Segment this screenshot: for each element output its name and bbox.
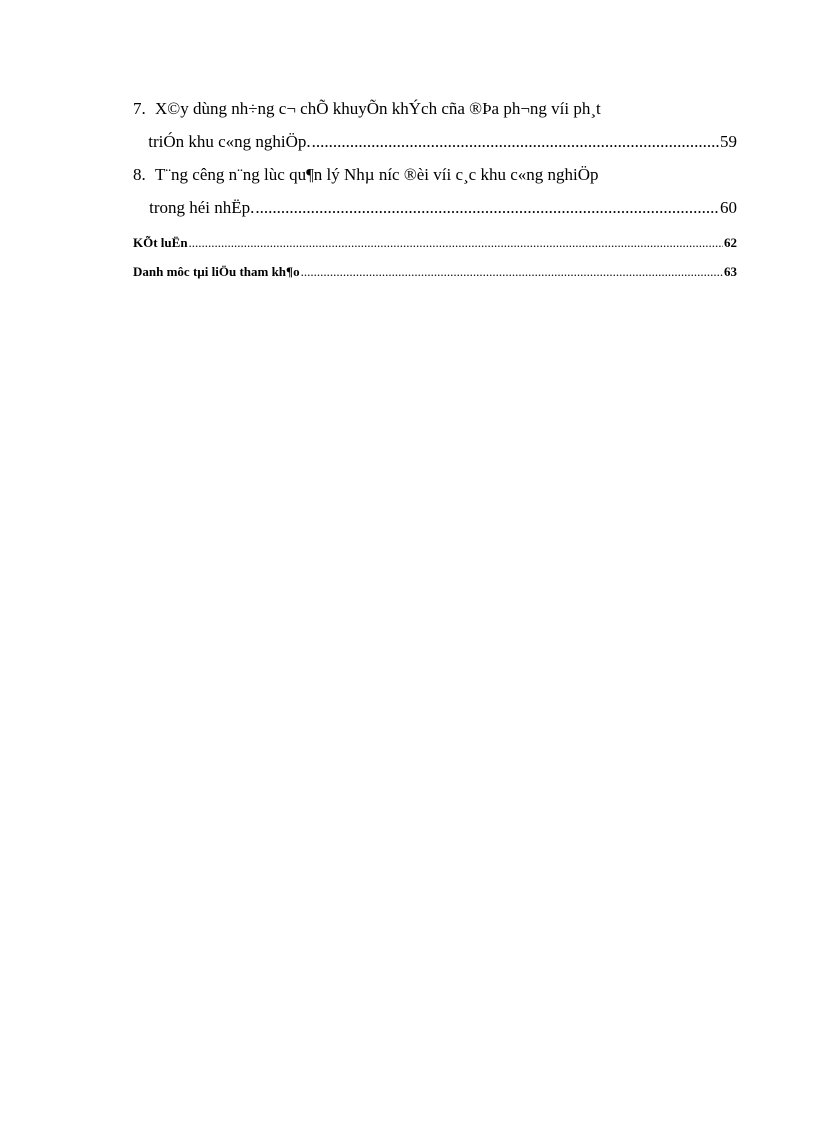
- toc-page-number: 62: [724, 235, 737, 250]
- toc-entry-line: [133, 125, 737, 158]
- toc-entry-title: KÕt luËn: [133, 235, 188, 250]
- toc-entry-7[interactable]: [133, 92, 737, 158]
- toc-entry-references[interactable]: [133, 257, 737, 286]
- toc-page-number: 63: [724, 264, 737, 279]
- toc-entry-conclusion[interactable]: [133, 228, 737, 257]
- dot-leader: [312, 125, 719, 158]
- toc-entry-title-continued: trong héi nhËp.: [149, 198, 255, 217]
- toc-entry-line: [133, 257, 737, 286]
- dot-leader: [255, 191, 719, 224]
- toc-entry-number: 8.: [133, 165, 146, 184]
- toc-entry-line: [133, 191, 737, 224]
- table-of-contents: [133, 92, 737, 286]
- toc-entry-line: [133, 92, 737, 125]
- dot-leader: [301, 257, 723, 286]
- toc-page-number: 59: [720, 132, 737, 151]
- toc-entry-number: 7.: [133, 99, 146, 118]
- dot-leader: [189, 228, 723, 257]
- toc-entry-title: Danh môc tµi liÖu tham kh¶o: [133, 264, 300, 279]
- toc-entry-title-continued: triÓn khu c«ng nghiÖp.: [148, 132, 311, 151]
- toc-entry-title: T¨ng cêng n¨ng lùc qu¶n lý Nhµ níc ®èi víi c¸c khu c«ng nghiÖp: [155, 165, 599, 184]
- toc-entry-8[interactable]: [133, 158, 737, 224]
- toc-page-number: 60: [720, 198, 737, 217]
- toc-entry-line: [133, 228, 737, 257]
- toc-entry-title: X©y dùng nh÷ng c¬ chÕ khuyÕn khÝch cña ®Þa ph¬ng víi ph¸t: [155, 99, 601, 118]
- toc-entry-line: [133, 158, 737, 191]
